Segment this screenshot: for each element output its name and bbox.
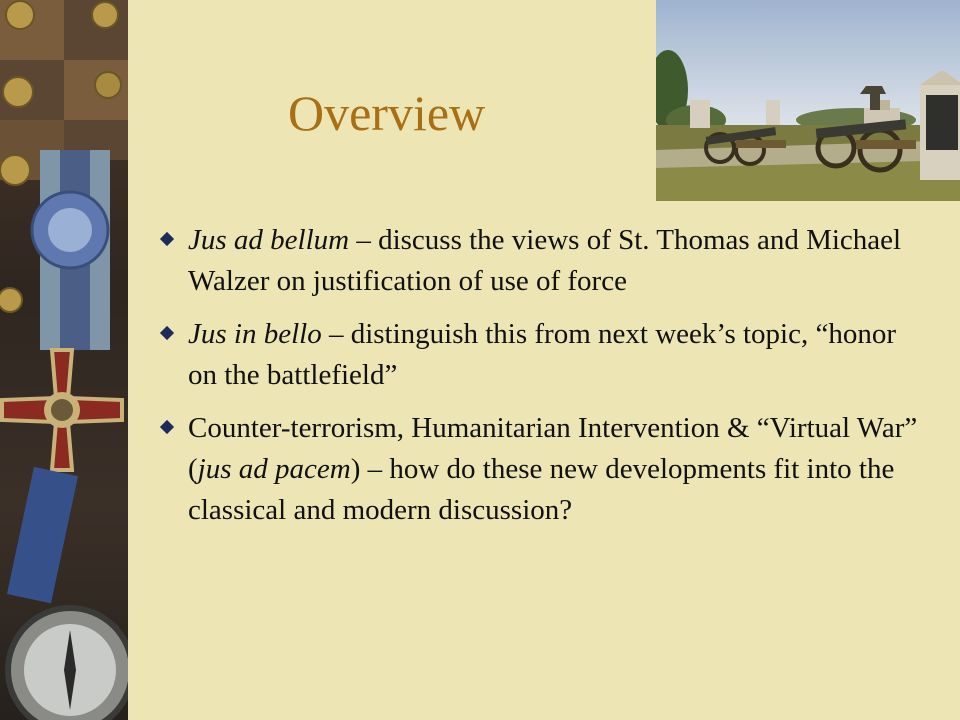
diamond-bullet-icon bbox=[160, 326, 174, 340]
medals-illustration bbox=[0, 0, 128, 720]
bullet-text: – discuss the views of St. Thomas and Michael Walzer on justification of use of force bbox=[188, 224, 902, 297]
bullet-item bbox=[160, 408, 920, 531]
bullet-text: – distinguish this from next week’s topic, “honor on the battlefield” bbox=[188, 318, 896, 391]
slide-title: Overview bbox=[288, 85, 486, 141]
diamond-bullet-icon bbox=[160, 232, 174, 246]
bullet-item bbox=[160, 314, 920, 396]
bullet-list bbox=[160, 220, 920, 543]
bullet-item bbox=[160, 220, 920, 302]
battlefield-photo bbox=[656, 0, 960, 201]
bullet-term: Jus ad bellum bbox=[188, 224, 350, 256]
bullet-text: Counter-terrorism, Humanitarian Intervention & “Virtual War” ( bbox=[188, 412, 918, 485]
bullet-term: Jus in bello bbox=[188, 318, 322, 350]
diamond-bullet-icon bbox=[160, 420, 174, 434]
cannons-illustration bbox=[656, 0, 960, 201]
bullet-text: ) – how do these new developments fit into the classical and modern discussion? bbox=[188, 453, 895, 526]
bullet-term: jus ad pacem bbox=[197, 453, 351, 485]
medals-photo bbox=[0, 0, 128, 720]
